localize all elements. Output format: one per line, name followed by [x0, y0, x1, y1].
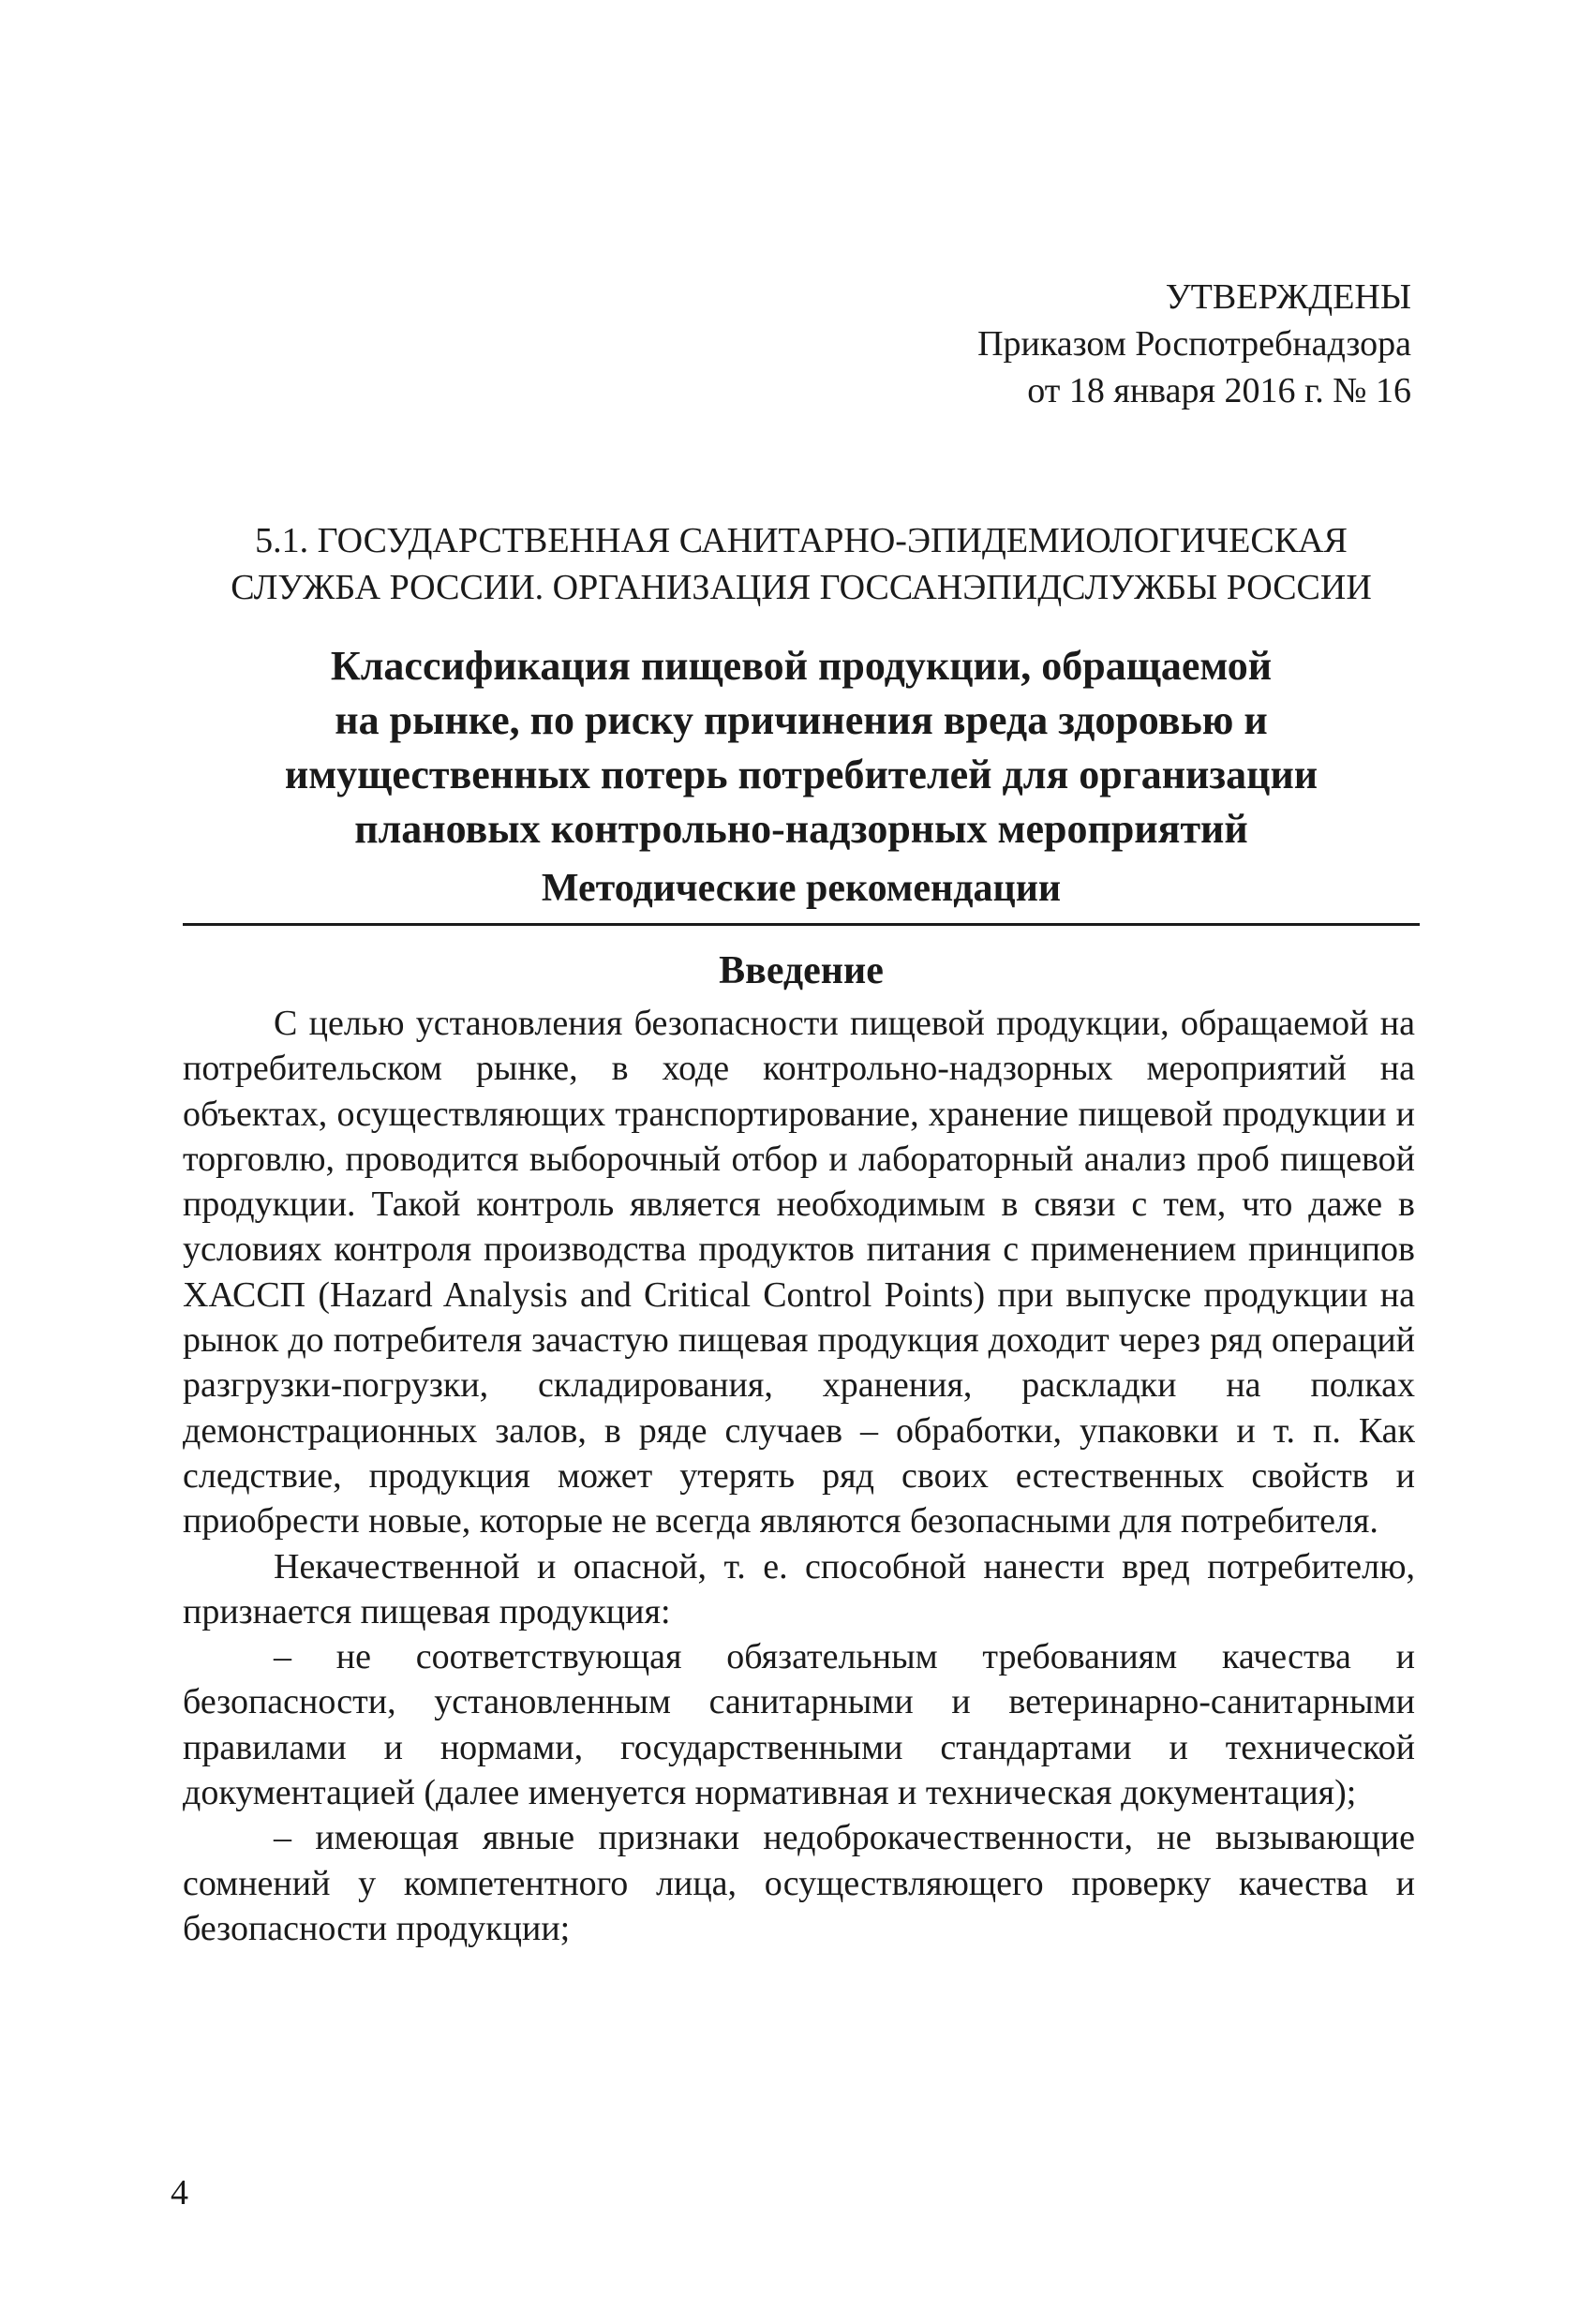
subtitle-divider: [183, 923, 1420, 926]
intro-heading: Введение: [719, 949, 884, 992]
paragraph-definition: Некачественной и опасной, т. е. способной нанести вред потребителю, признается пищевая продукция:: [183, 1546, 1415, 1631]
page-number: 4: [171, 2173, 188, 2212]
approval-line-approved: УТВЕРЖДЕНЫ: [1165, 277, 1411, 317]
title-line-1: Классификация пищевой продукции, обращаемой: [330, 643, 1273, 689]
title-line-2: на рынке, по риску причинения вреда здоровью и: [335, 697, 1268, 743]
list-item-defective: – имеющая явные признаки недоброкачественности, не вызывающие сомнений у компетентного лица, осуществляющего проверку качества и безопасности продукции;: [183, 1818, 1415, 1948]
title-line-3: имущественных потерь потребителей для организации: [284, 752, 1318, 797]
title-line-4: плановых контрольно-надзорных мероприятий: [354, 806, 1248, 852]
paragraph-intro: С целью установления безопасности пищевой продукции, обращаемой на потребительском рынке, в ходе контрольно-надзорных мероприятий на объектах, осуществляющих транспортирование, хранение пищевой продукции и торговлю, проводится выборочный отбор и лабораторный анализ проб пищевой продукции. Такой контроль является необходимым в связи с тем, что даже в условиях контроля производства продуктов питания с применением принципов ХАССП (Hazard Analysis and Critical Control Points) при выпуске продукции на рынок до потребителя зачастую пищевая продукция доходит через ряд операций разгрузки-погрузки, складирования, хранения, раскладки на полках демонстрационных залов, в ряде случаев – обработки, упаковки и т. п. Как следствие, продукция может утерять ряд своих естественных свойств и приобрести новые, которые не всегда являются безопасными для потребителя.: [183, 1004, 1415, 1542]
approval-stamp: [977, 274, 1411, 414]
list-item-noncompliant: – не соответствующая обязательным требованиям качества и безопасности, установленным санитарными и ветеринарно-санитарными правилами и нормами, государственными стандартами и технической документацией (далее именуется нормативная и техническая документация);: [183, 1637, 1415, 1813]
document-title: [178, 639, 1424, 857]
approval-line-date: от 18 января 2016 г. № 16: [1027, 371, 1411, 410]
section-heading-line-2: СЛУЖБА РОССИИ. ОРГАНИЗАЦИЯ ГОССАНЭПИДСЛУЖБЫ РОССИИ: [231, 568, 1372, 607]
section-heading: [197, 517, 1406, 611]
body-text: [183, 1001, 1415, 1951]
section-heading-line-1: 5.1. ГОСУДАРСТВЕННАЯ САНИТАРНО-ЭПИДЕМИОЛОГИЧЕСКАЯ: [255, 521, 1348, 560]
approval-line-order: Приказом Роспотребнадзора: [977, 324, 1411, 364]
document-subtitle: Методические рекомендации: [541, 867, 1062, 910]
